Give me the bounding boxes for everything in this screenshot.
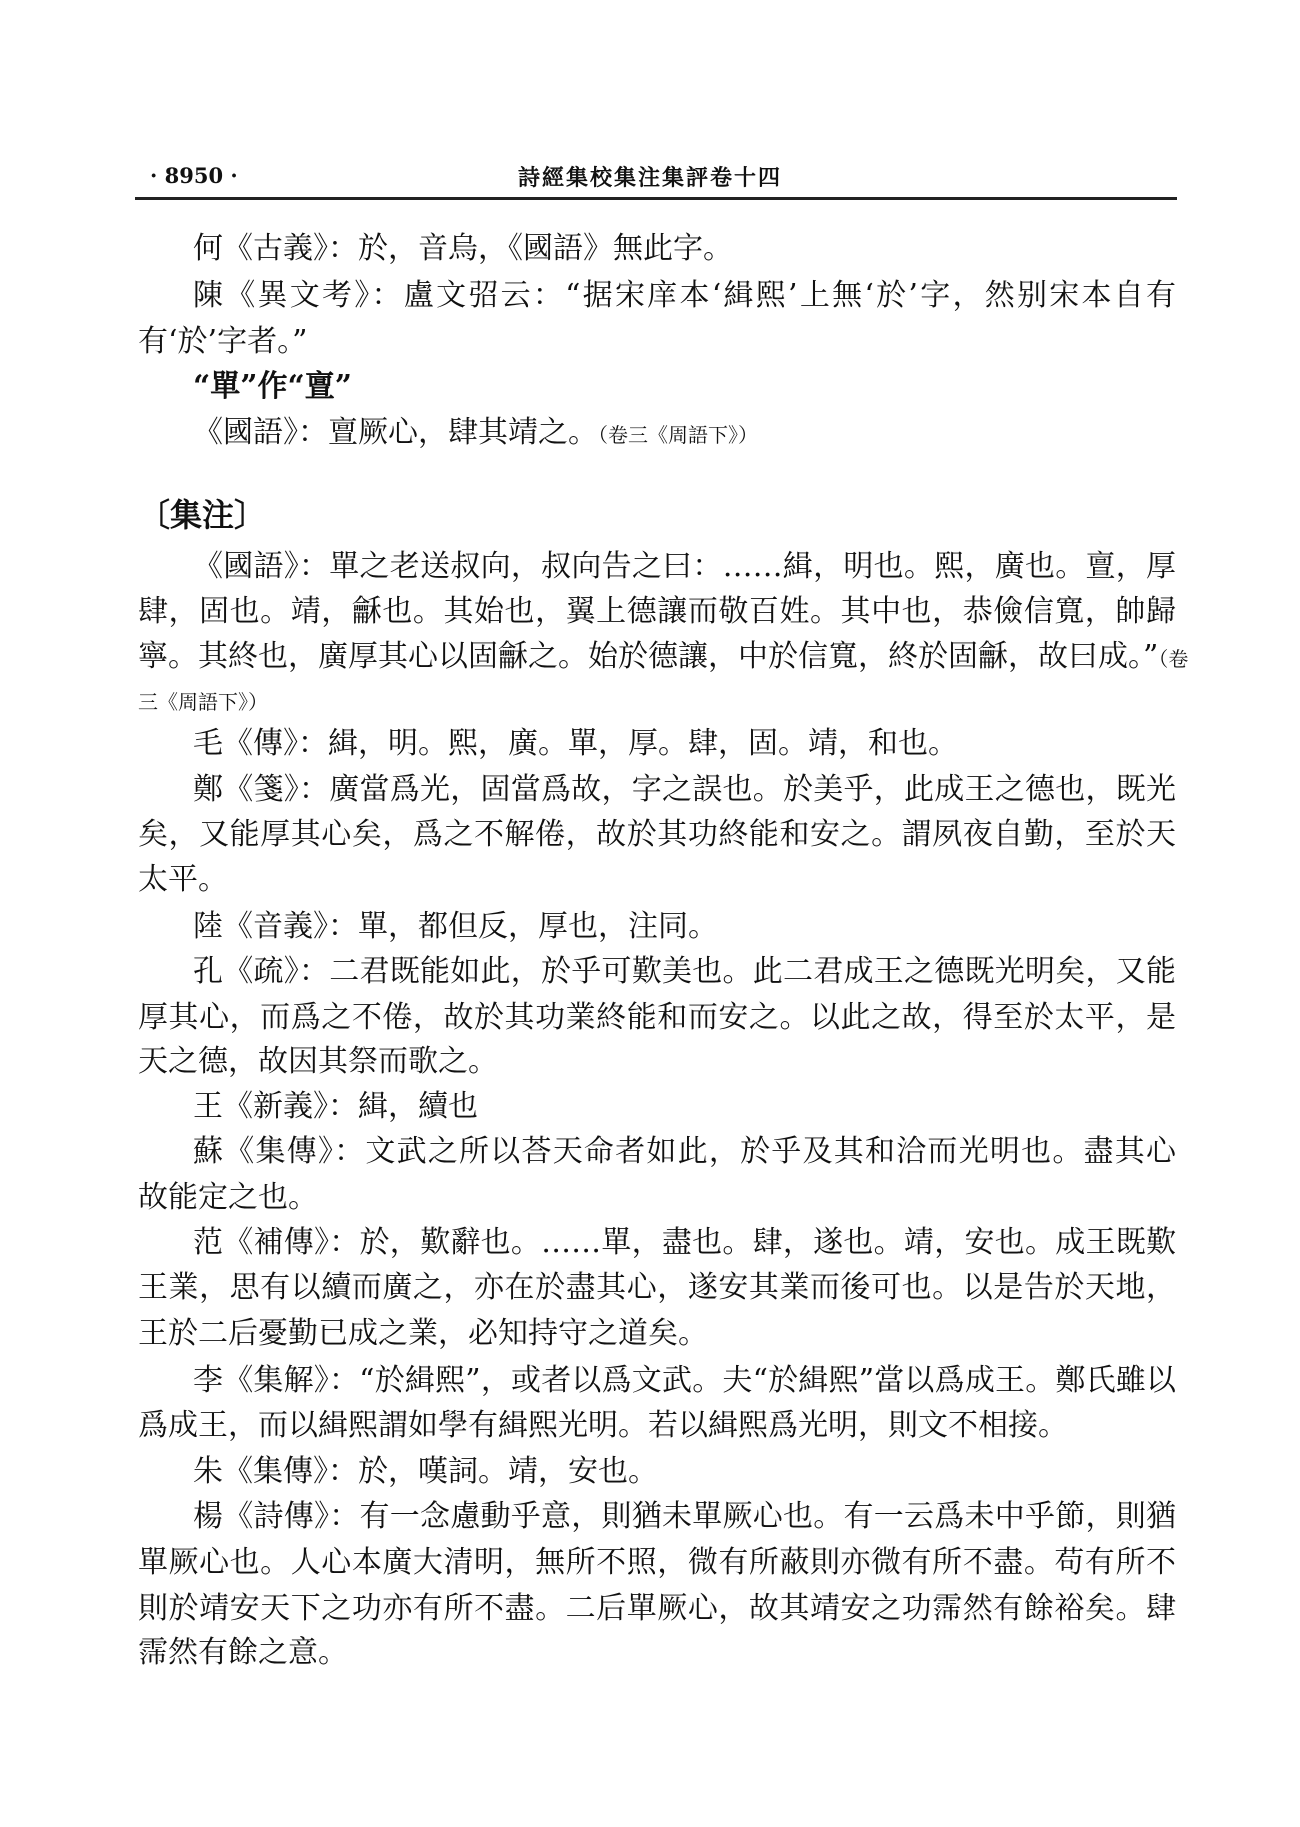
text-line	[138, 594, 1176, 630]
text-line	[193, 1363, 1176, 1399]
text-line	[193, 369, 352, 405]
line-text: 范《補傳》：於，歎辭也。……單，盡也。肆，遂也。靖，安也。成王既歎	[193, 1225, 1176, 1260]
text-line	[193, 954, 1176, 990]
text-line	[138, 1044, 498, 1080]
line-text: 王於二后憂勤已成之業，必知持守之道矣。	[138, 1316, 708, 1351]
line-text: 天之德，故因其祭而歌之。	[138, 1044, 498, 1079]
text-line	[138, 817, 1176, 853]
line-text: 李《集解》：“於緝熙”，或者以爲文武。夫“於緝熙”當以爲成王。鄭氏雖以	[193, 1363, 1176, 1398]
text-line	[193, 1134, 1176, 1170]
text-line	[193, 726, 958, 762]
text-line	[193, 231, 733, 267]
source-note: （卷三《周語下》）	[598, 423, 758, 447]
line-text: 故能定之也。	[138, 1180, 318, 1215]
section-heading: 〔集注〕	[138, 496, 267, 534]
text-line	[138, 1591, 1176, 1627]
source-note: 三《周語下》）	[138, 690, 268, 714]
line-text: 楊《詩傳》：有一念慮動乎意，則猶未單厥心也。有一云爲未中乎節，則猶	[193, 1499, 1176, 1534]
line-text: 則於靖安天下之功亦有所不盡。二后單厥心，故其靖安之功霈然有餘裕矣。肆	[138, 1591, 1176, 1626]
line-text: 王業，思有以續而廣之，亦在於盡其心，遂安其業而後可也。以是告於天地，	[138, 1270, 1176, 1305]
text-line	[138, 862, 228, 898]
line-text: 肆，固也。靖，龢也。其始也，翼上德讓而敬百姓。其中也，恭儉信寬，帥歸	[138, 594, 1176, 629]
line-text: “單”作“亶”	[193, 369, 353, 404]
line-text: 毛《傳》：緝，明。熙，廣。單，厚。肆，固。靖，和也。	[193, 726, 958, 761]
text-line	[193, 1089, 478, 1125]
line-text: 王《新義》：緝，續也	[193, 1089, 478, 1124]
line-text: 霈然有餘之意。	[138, 1635, 348, 1670]
text-line	[138, 1316, 708, 1352]
text-line	[193, 1454, 658, 1490]
line-text: 矣，又能厚其心矣，爲之不解倦，故於其功終能和安之。謂夙夜自勤，至於天	[138, 817, 1176, 852]
line-text: 朱《集傳》：於，嘆詞。靖，安也。	[193, 1454, 658, 1489]
line-text: 有‘於’字者。”	[138, 324, 308, 359]
text-line	[138, 682, 268, 718]
text-line	[138, 1000, 1176, 1036]
page-number: · 8950 ·	[150, 163, 238, 188]
line-text: 厚其心，而爲之不倦，故於其功業終能和而安之。以此之故，得至於太平，是	[138, 1000, 1176, 1035]
text-line	[193, 278, 1176, 314]
text-line	[138, 1270, 1176, 1306]
text-line	[193, 1499, 1176, 1535]
text-line	[138, 639, 1188, 675]
text-line	[193, 909, 718, 945]
header-rule	[135, 197, 1177, 200]
line-text: 《國語》：單之老送叔向，叔向告之曰：……緝，明也。熙，廣也。亶，厚	[193, 549, 1176, 584]
text-line	[193, 415, 758, 451]
line-text: 蘇《集傳》：文武之所以荅天命者如此，於乎及其和洽而光明也。盡其心	[193, 1134, 1176, 1169]
text-line	[193, 772, 1176, 808]
line-text: 單厥心也。人心本廣大清明，無所不照，微有所蔽則亦微有所不盡。苟有所不	[138, 1545, 1176, 1580]
text-line	[193, 549, 1176, 585]
text-line	[138, 1180, 318, 1216]
line-text: 孔《疏》：二君既能如此，於乎可歎美也。此二君成王之德既光明矣，又能	[193, 954, 1176, 989]
text-line	[138, 1635, 348, 1671]
running-title: 詩經集校集注集評卷十四	[517, 165, 782, 191]
line-text: 何《古義》：於，音烏，《國語》無此字。	[193, 231, 733, 266]
text-line	[138, 1408, 1068, 1444]
text-line	[193, 1225, 1176, 1261]
line-text: 寧。其終也，廣厚其心以固龢之。始於德讓，中於信寬，終於固龢，故曰成。”	[138, 639, 1159, 674]
line-text: 陸《音義》：單，都但反，厚也，注同。	[193, 909, 718, 944]
line-text: 鄭《箋》：廣當爲光，固當爲故，字之誤也。於美乎，此成王之德也，既光	[193, 772, 1176, 807]
line-text: 陳《異文考》：盧文弨云：“据宋庠本‘緝熙’上無‘於’字，然别宋本自有	[193, 278, 1176, 313]
source-note: （卷	[1158, 647, 1189, 671]
text-line	[138, 1545, 1176, 1581]
text-line	[138, 324, 307, 360]
line-text: 太平。	[138, 862, 228, 897]
line-text: 《國語》：亶厥心，肆其靖之。	[193, 415, 598, 450]
line-text: 爲成王，而以緝熙謂如學有緝熙光明。若以緝熙爲光明，則文不相接。	[138, 1408, 1068, 1443]
